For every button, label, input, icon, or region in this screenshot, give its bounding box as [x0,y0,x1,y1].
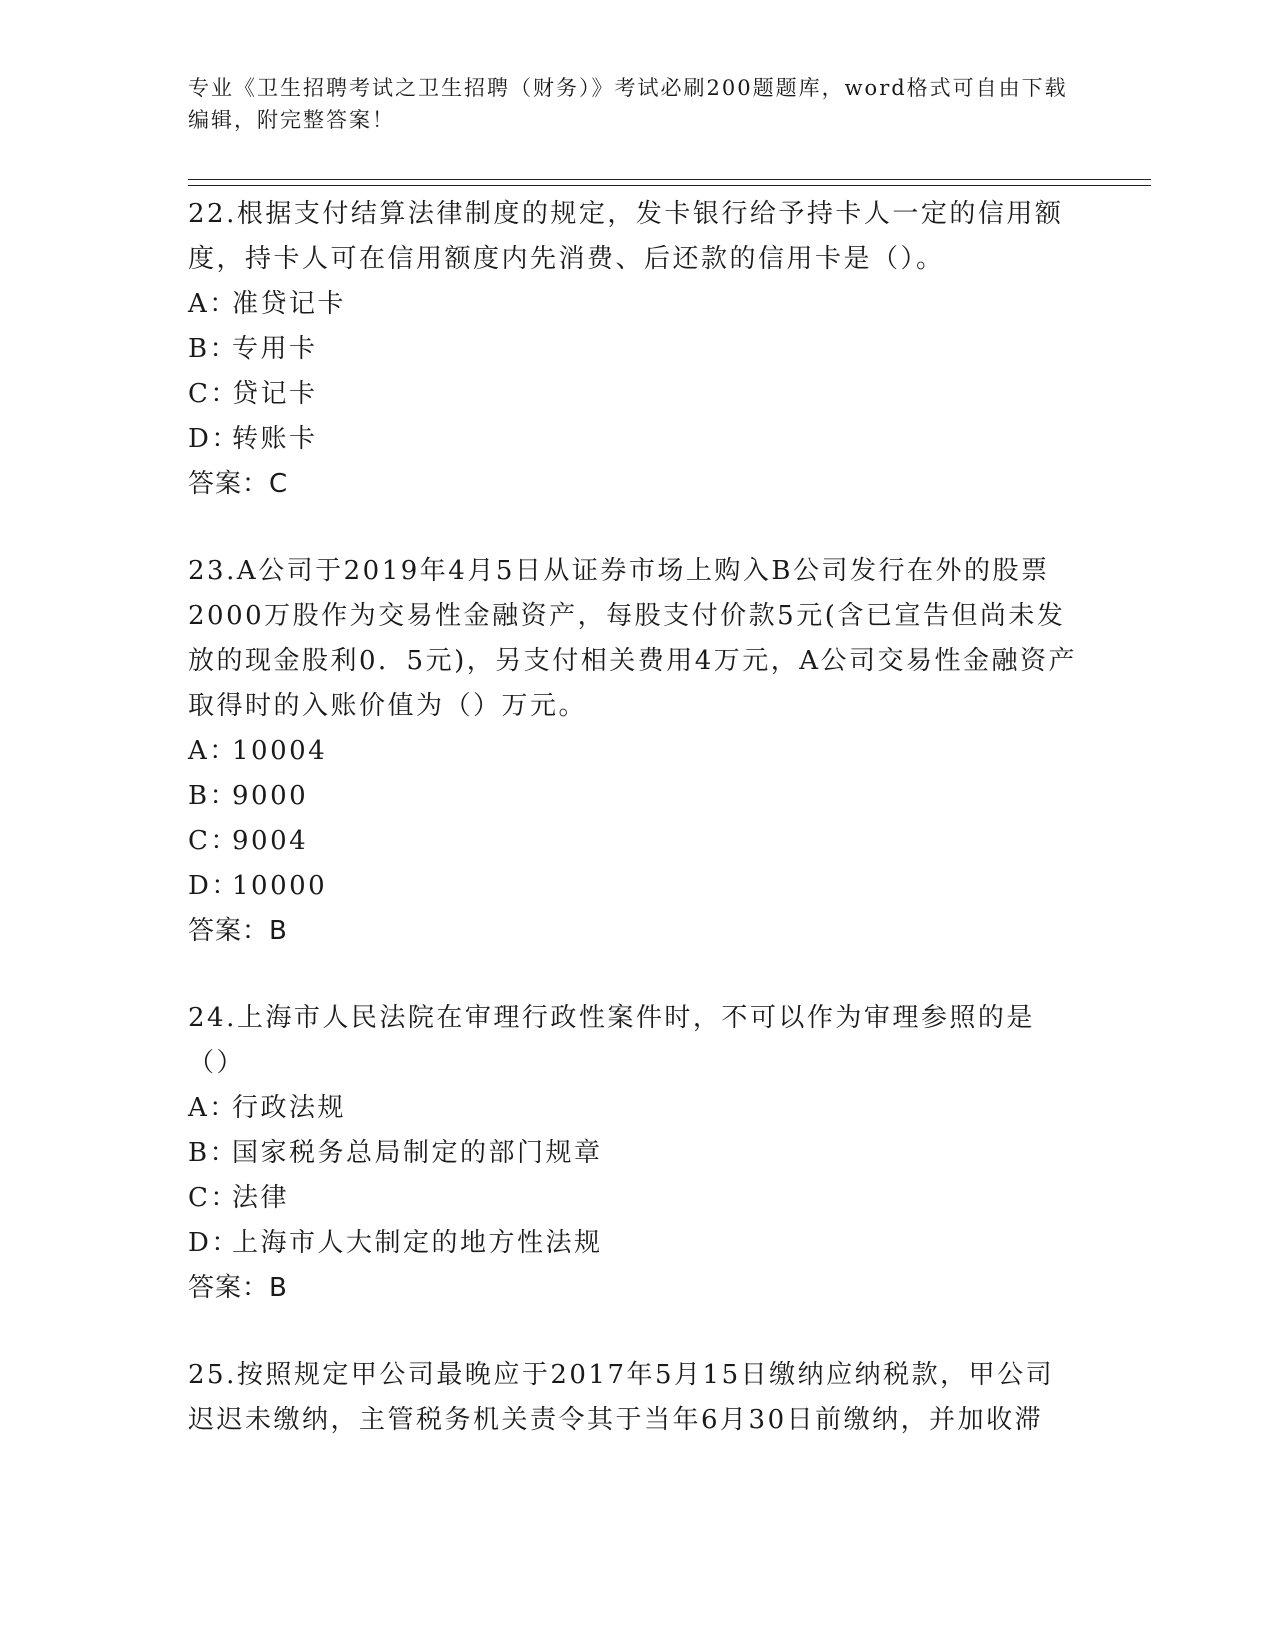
question-stem: 22.根据支付结算法律制度的规定，发卡银行给予持卡人一定的信用额度，持卡人可在信用额度内先消费、后还款的信用卡是（）。 [188,199,1064,274]
option-text: 上海市人大制定的地方性法规 [232,1228,603,1258]
option-key: D： [188,871,240,901]
question-stem: 24.上海市人民法院在审理行政性案件时，不可以作为审理参照的是（） [188,1003,1035,1078]
question-23 [188,549,1078,954]
option-text: 行政法规 [232,1093,347,1123]
option-key: B： [188,781,239,811]
option-text: 9000 [232,781,309,811]
option-key: C： [188,1183,239,1213]
option-b [188,774,1078,819]
document-header: 专业《卫生招聘考试之卫生招聘（财务）》考试必刷200题题库，word格式可自由下载编辑，附完整答案！ [188,76,1068,132]
option-key: A： [188,736,238,766]
option-text: 10004 [232,736,328,766]
answer-line: 答案：B [188,916,288,946]
question-24 [188,996,1078,1311]
answer-line: 答案：B [188,1273,288,1303]
option-text: 国家税务总局制定的部门规章 [232,1138,603,1168]
option-c [188,1176,1078,1221]
question-stem: 23.A公司于2019年4月5日从证券市场上购入B公司发行在外的股票2000万股作为交易性金融资产，每股支付价款5元(含已宣告但尚未发放的现金股利0．5元)，另支付相关费用4万元，A公司交易性金融资产取得时的入账价值为（）万元。 [188,556,1078,721]
option-key: B： [188,1138,239,1168]
option-d [188,417,1078,462]
question-list [188,192,1078,1485]
option-b [188,1131,1078,1176]
option-a [188,1086,1078,1131]
option-key: A： [188,1093,238,1123]
option-c [188,819,1078,864]
option-d [188,864,1078,909]
question-22 [188,192,1078,507]
header-divider-top [188,179,1151,180]
option-a [188,729,1078,774]
option-c [188,372,1078,417]
option-text: 转账卡 [232,424,318,454]
option-key: D： [188,424,240,454]
option-text: 准贷记卡 [232,289,347,319]
option-a [188,282,1078,327]
option-text: 9004 [232,826,309,856]
option-text: 专用卡 [232,334,318,364]
question-25 [188,1353,1078,1443]
header-divider-bottom [188,185,1151,186]
option-key: B： [188,334,239,364]
option-d [188,1221,1078,1266]
option-key: D： [188,1228,240,1258]
option-b [188,327,1078,372]
option-key: C： [188,826,239,856]
option-key: C： [188,379,239,409]
question-stem: 25.按照规定甲公司最晚应于2017年5月15日缴纳应纳税款，甲公司迟迟未缴纳，主管税务机关责令其于当年6月30日前缴纳，并加收滞 [188,1360,1055,1435]
option-text: 法律 [232,1183,290,1213]
option-key: A： [188,289,238,319]
option-text: 10000 [232,871,328,901]
option-text: 贷记卡 [232,379,318,409]
answer-line: 答案：C [188,469,289,499]
